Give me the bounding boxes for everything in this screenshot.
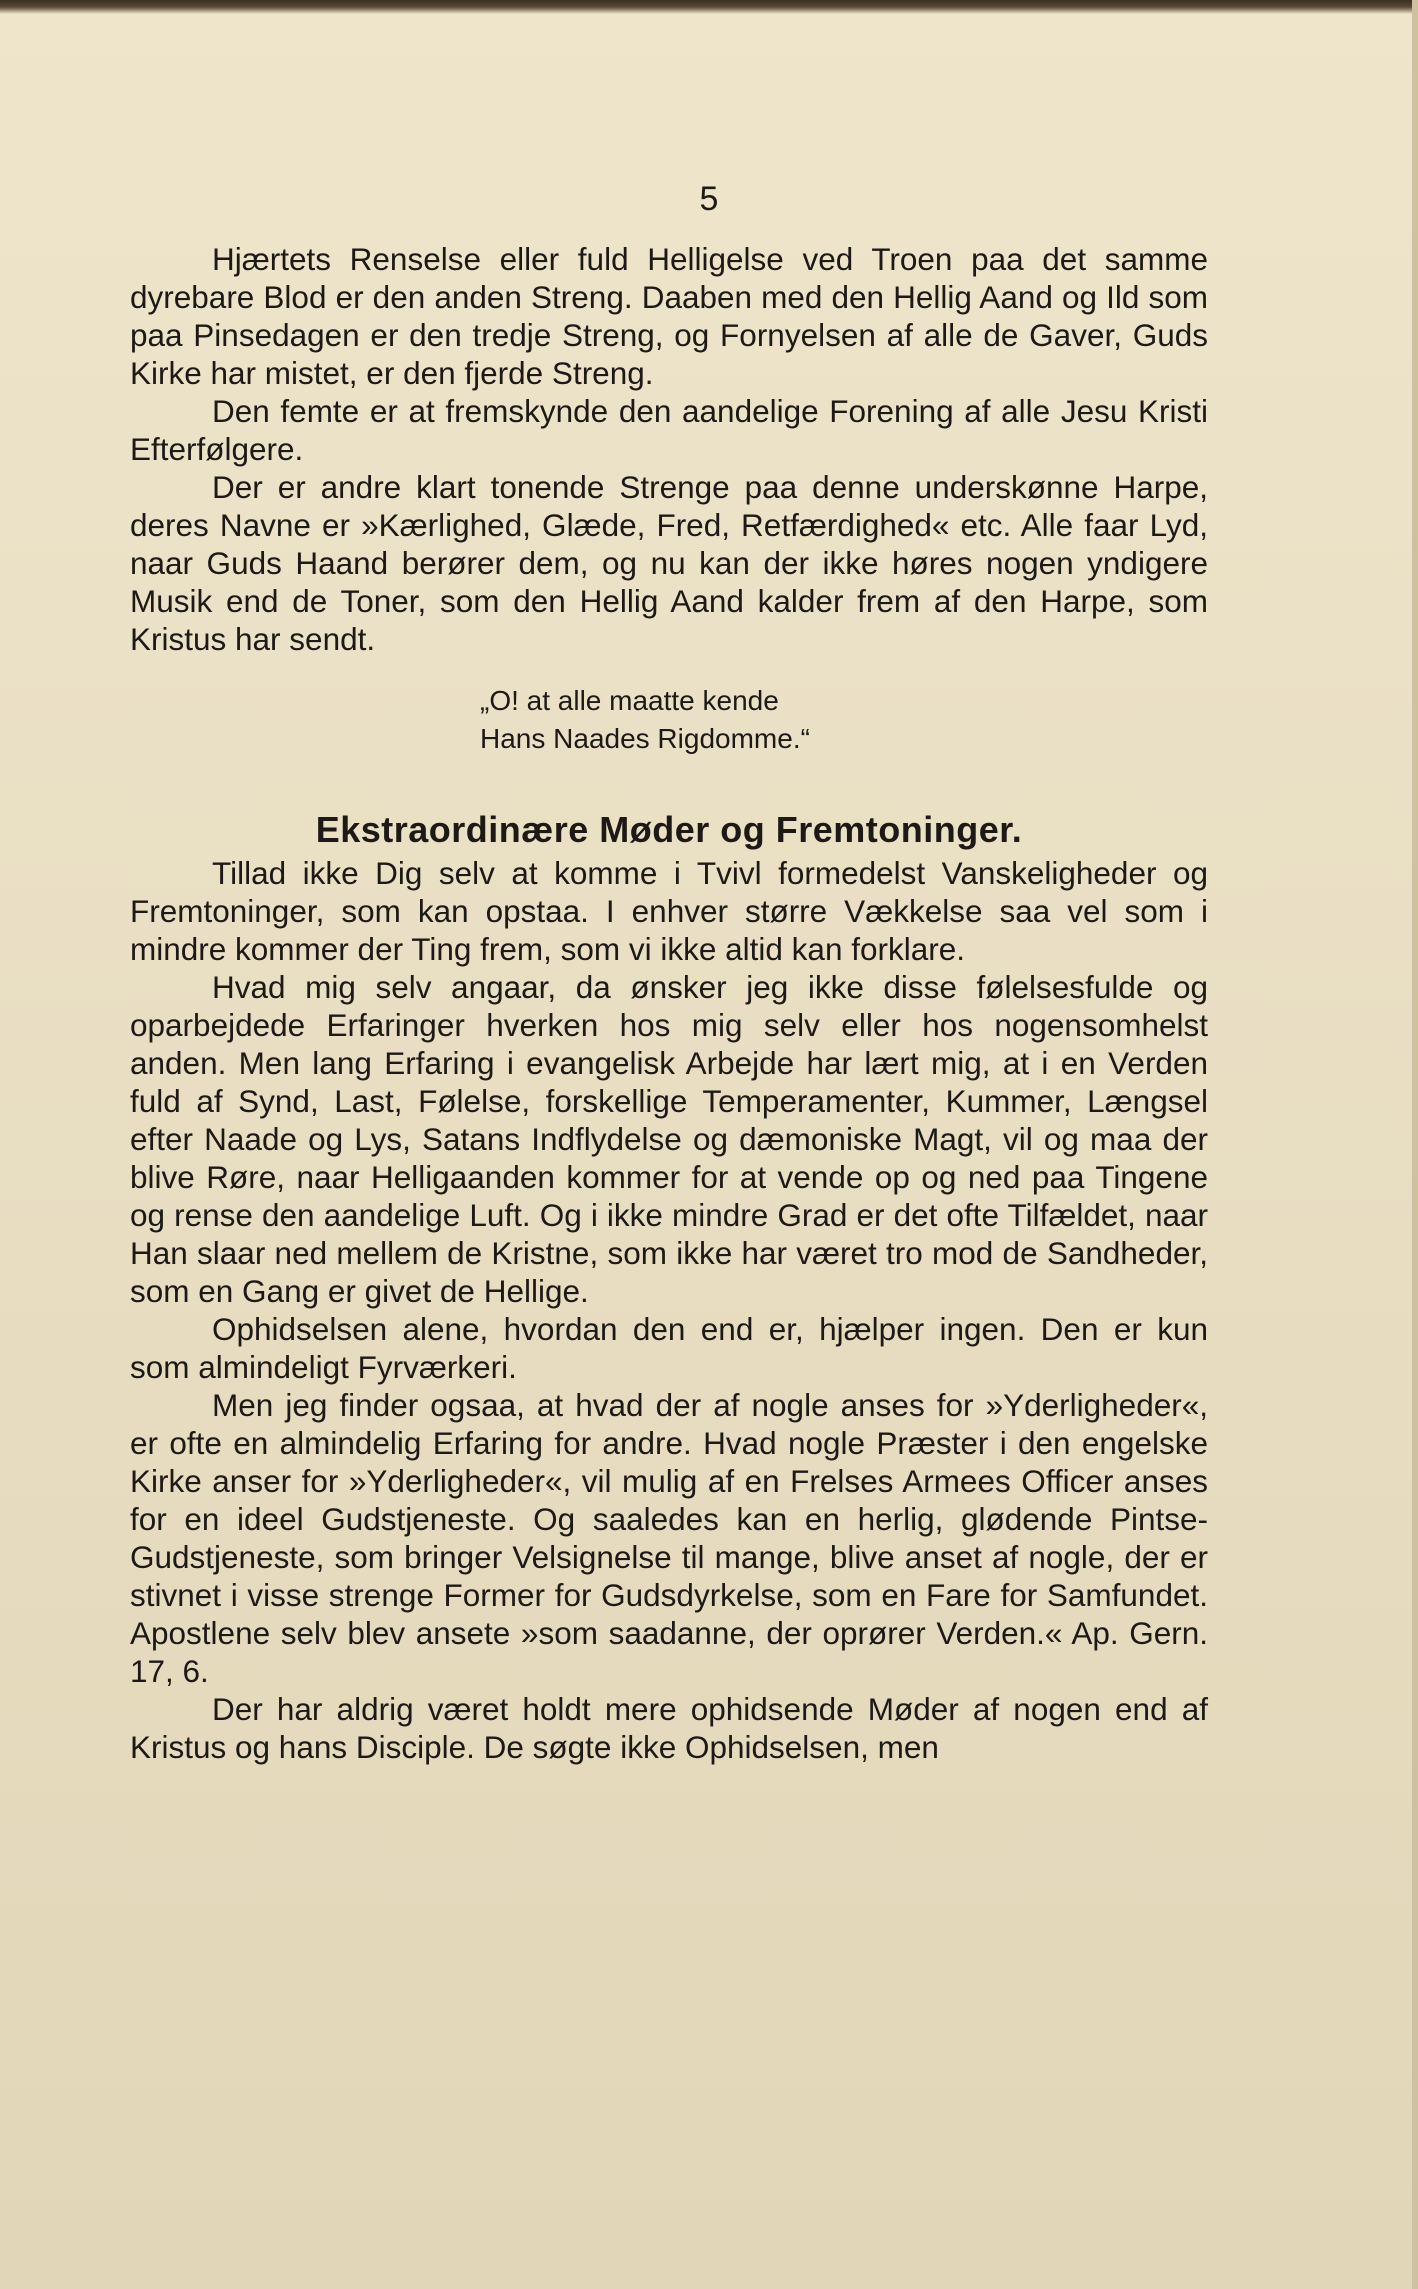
paragraph: Ophidselsen alene, hvordan den end er, hjælper ingen. Den er kun som almindeligt Fyrværkeri. bbox=[130, 1311, 1208, 1385]
paragraph: Der er andre klart tonende Strenge paa denne underskønne Harpe, deres Navne er »Kærlighed, Glæde, Fred, Retfærdighed« etc. Alle faar Lyd, naar Guds Haand berører dem, og nu kan der ikke høres nogen yndigere Musik end de Toner, som den Hellig Aand kalder frem af den Harpe, som Kristus har sendt. bbox=[130, 469, 1208, 657]
verse-quote bbox=[130, 682, 1208, 758]
page-right-edge bbox=[1412, 0, 1418, 2289]
page-top-edge bbox=[0, 0, 1418, 14]
page-number: 5 bbox=[699, 180, 719, 218]
paragraph: Men jeg finder ogsaa, at hvad der af nogle anses for »Yderligheder«, er ofte en almindelig Erfaring for andre. Hvad nogle Præster i den engelske Kirke anser for »Yderligheder«, vil mulig af en Frelses Armees Officer anses for en ideel Gudstjeneste. Og saaledes kan en herlig, glødende Pintse-Gudstjeneste, som bringer Velsignelse til mange, blive anset af nogle, der er stivnet i visse strenge Former for Gudsdyrkelse, som en Fare for Samfundet. Apostlene selv blev ansete »som saadanne, der oprører Verden.« Ap. Gern. 17, 6. bbox=[130, 1387, 1208, 1689]
paragraph: Hvad mig selv angaar, da ønsker jeg ikke disse følelsesfulde og oparbejdede Erfaringer hverken hos mig selv eller hos nogensomhelst anden. Men lang Erfaring i evangelisk Arbejde har lært mig, at i en Verden fuld af Synd, Last, Følelse, forskellige Temperamenter, Kummer, Længsel efter Naade og Lys, Satans Indflydelse og dæmoniske Magt, vil og maa der blive Røre, naar Helligaanden kommer for at vende op og ned paa Tingene og rense den aandelige Luft. Og i ikke mindre Grad er det ofte Tilfældet, naar Han slaar ned mellem de Kristne, som ikke har været tro mod de Sandheder, som en Gang er givet de Hellige. bbox=[130, 969, 1208, 1309]
paragraph: Hjærtets Renselse eller fuld Helligelse ved Troen paa det samme dyrebare Blod er den anden Streng. Daaben med den Hellig Aand og Ild som paa Pinsedagen er den tredje Streng, og Fornyelsen af alle de Gaver, Guds Kirke har mistet, er den fjerde Streng. bbox=[130, 241, 1208, 391]
paragraph: Den femte er at fremskynde den aandelige Forening af alle Jesu Kristi Efterfølgere. bbox=[130, 393, 1208, 467]
paragraph: Der har aldrig været holdt mere ophidsende Møder af nogen end af Kristus og hans Disciple. De søgte ikke Ophidselsen, men bbox=[130, 1691, 1208, 1765]
section-heading: Ekstraordinære Møder og Fremtoninger. bbox=[315, 809, 1023, 850]
verse-line: „O! at alle maatte kende bbox=[480, 685, 779, 716]
paragraph: Tillad ikke Dig selv at komme i Tvivl formedelst Vanskeligheder og Fremtoninger, som kan opstaa. I enhver større Vækkelse saa vel som i mindre kommer der Ting frem, som vi ikke altid kan forklare. bbox=[130, 855, 1208, 967]
text-block bbox=[130, 240, 1208, 1766]
verse-line: Hans Naades Rigdomme.“ bbox=[480, 723, 810, 754]
